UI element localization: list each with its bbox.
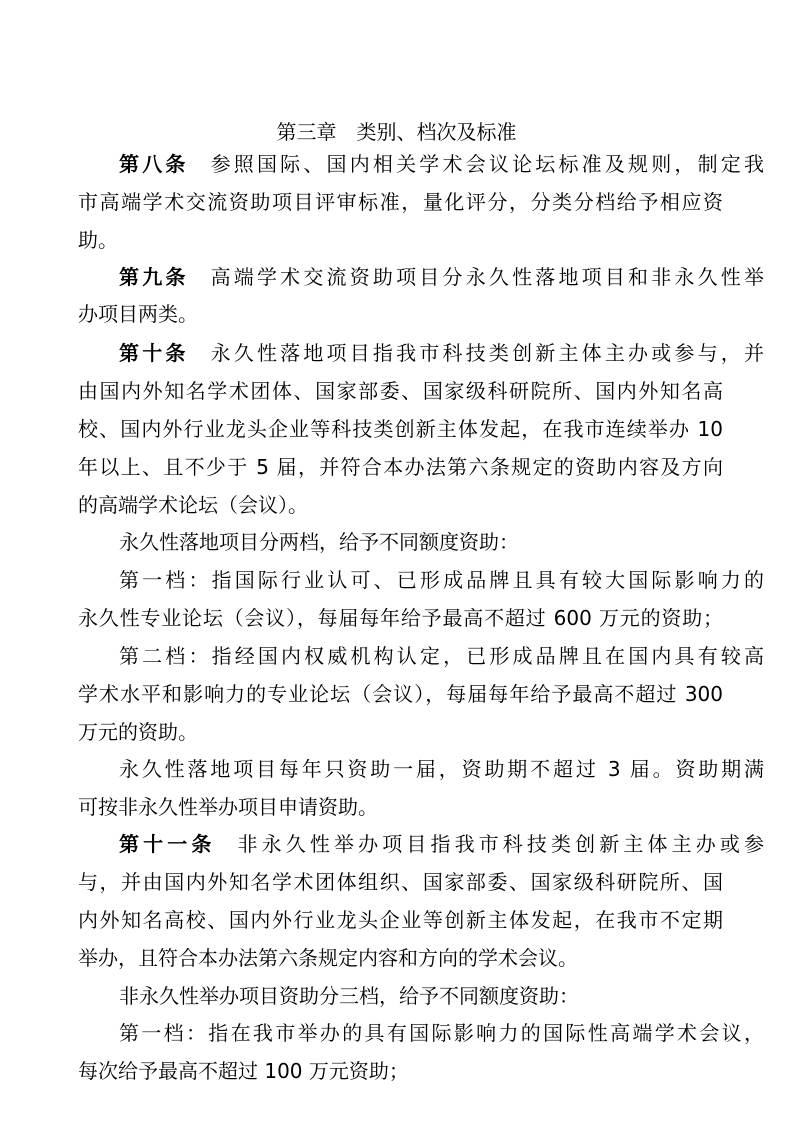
article-10-number: 第十条 [119,341,189,365]
article-11-text-1: 非永久性举办项目指我市科技类创新主体主办或参 [237,832,765,856]
article-8-line-2: 市高端学术交流资助项目评审标准，量化评分，分类分档给予相应资 [78,190,723,214]
article-10-line-5: 的高端学术论坛（会议）。 [78,493,308,517]
article-8-number: 第八条 [119,152,189,176]
article-11-tier-1-line-2: 每次给予最高不超过 100 万元资助； [78,1059,409,1083]
article-9-text-1: 高端学术交流资助项目分永久性落地项目和非永久性举 [210,265,765,289]
article-8-text-1: 参照国际、国内相关学术会议论坛标准及规则，制定我 [210,152,765,176]
article-10-limit-line-1: 永久性落地项目每年只资助一届，资助期不超过 3 届。资助期满 [119,757,764,781]
article-9-line-2: 办项目两类。 [78,302,198,326]
article-11-tier-1-line-1: 第一档：指在我市举办的具有国际影响力的国际性高端学术会议， [119,1021,764,1045]
chapter-title: 第三章 类别、档次及标准 [276,120,517,144]
article-10-tier-1-line-2: 永久性专业论坛（会议），每届每年给予最高不超过 600 万元的资助； [78,606,723,630]
article-10-text-1: 永久性落地项目指我市科技类创新主体主办或参与，并 [210,341,765,365]
article-11-line-2: 与，并由国内外知名学术团体组织、国家部委、国家级科研院所、国 [78,870,723,894]
article-10-line-3: 校、国内外行业龙头企业等科技类创新主体发起，在我市连续举办 10 [78,417,723,441]
article-8-line-3: 助。 [78,228,118,252]
article-10-line-2: 由国内外知名学术团体、国家部委、国家级科研院所、国内外知名高 [78,379,723,403]
article-11-line-1 [78,830,764,858]
article-10-para-2: 永久性落地项目分两档，给予不同额度资助： [119,530,519,554]
article-10-line-1 [78,339,764,367]
article-10-tier-2-line-3: 万元的资助。 [78,720,198,744]
article-10-limit-line-2: 可按非永久性举办项目申请资助。 [78,795,378,819]
article-11-line-3: 内外知名高校、国内外行业龙头企业等创新主体发起，在我市不定期 [78,908,723,932]
article-9-line-1 [78,263,764,291]
article-8-line-1 [78,150,764,178]
article-10-tier-2-line-2: 学术水平和影响力的专业论坛（会议），每届每年给予最高不超过 300 [78,682,723,706]
article-11-line-4: 举办，且符合本办法第六条规定内容和方向的学术会议。 [78,946,578,970]
article-9-number: 第九条 [119,265,189,289]
article-10-tier-2-line-1: 第二档：指经国内权威机构认定，已形成品牌且在国内具有较高 [119,644,764,668]
article-11-para-2: 非永久性举办项目资助分三档，给予不同额度资助： [119,984,579,1008]
article-10-tier-1-line-1: 第一档：指国际行业认可、已形成品牌且具有较大国际影响力的 [119,568,764,592]
article-10-line-4: 年以上、且不少于 5 届，并符合本办法第六条规定的资助内容及方向 [78,455,723,479]
article-11-number: 第十一条 [119,832,216,856]
